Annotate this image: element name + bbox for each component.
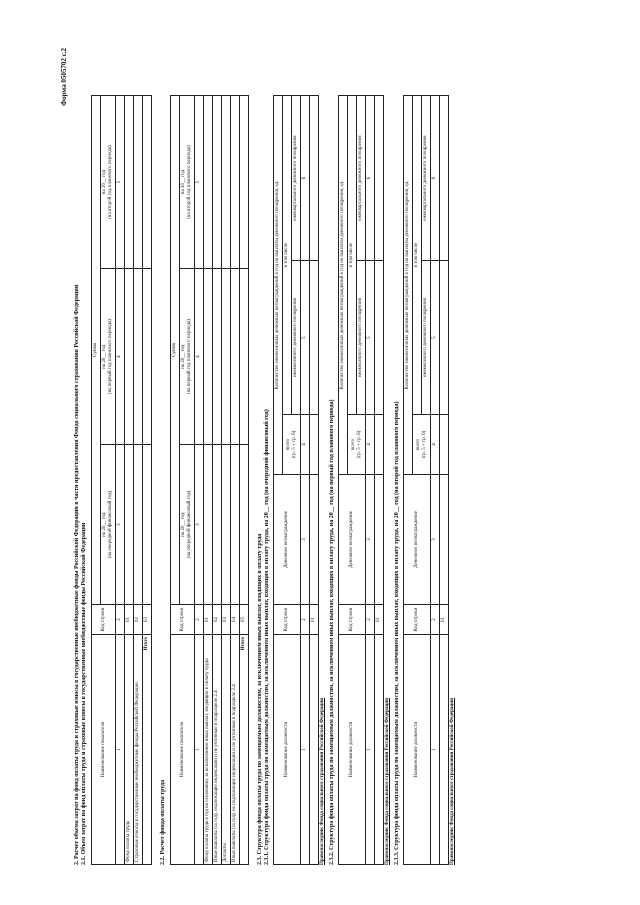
value-cell[interactable] <box>125 445 134 605</box>
value-cell[interactable] <box>213 269 222 445</box>
footnote: Правонаследник Фонда социального страхования Российской Федерации <box>385 697 390 865</box>
table-2-1 <box>91 95 152 865</box>
value-cell[interactable] <box>375 415 384 475</box>
value-cell[interactable] <box>310 475 319 605</box>
value-cell[interactable] <box>134 269 143 445</box>
value-cell[interactable] <box>231 96 240 269</box>
value-cell[interactable] <box>310 415 319 475</box>
column-numbers-row: 1 2 3 4 5 6 <box>431 96 440 865</box>
value-cell[interactable] <box>310 261 319 415</box>
footnote: Правонаследник Фонда социального страхования Российской Федерации <box>320 697 325 865</box>
value-cell[interactable] <box>375 475 384 605</box>
column-numbers-row: 1 2 3 4 5 <box>195 96 204 865</box>
col-header-name: Наименование показателя <box>92 635 116 865</box>
value-cell[interactable] <box>222 96 231 269</box>
table-row: 01 <box>375 96 384 865</box>
value-cell[interactable] <box>204 269 213 445</box>
value-cell[interactable] <box>143 269 152 445</box>
col-header-year3: на 20__ год (на второй год планового периода) <box>101 96 116 269</box>
value-cell[interactable] <box>240 96 249 269</box>
section-2-3-3-title: 2.3.3. Структура фонда оплаты труда по замещаемым должностям, за исключением иных выплат, входящих в оплату труда, на 20__ год (на второй год планового периода) <box>394 401 400 865</box>
table-row: Иные выплаты (за год), подлежащие индексации и не учтенные в подразделе 2.4 02 <box>213 96 222 865</box>
footnote: Правонаследник Фонда социального страхования Российской Федерации <box>450 697 455 865</box>
value-cell[interactable] <box>125 269 134 445</box>
table-row: Страховые взносы в государственные внебюджетные фонды Российской Федерации 02 <box>134 96 143 865</box>
value-cell[interactable] <box>375 261 384 415</box>
value-cell[interactable] <box>213 445 222 605</box>
value-cell[interactable] <box>143 96 152 269</box>
value-cell[interactable] <box>222 445 231 605</box>
value-cell[interactable] <box>204 445 213 605</box>
value-cell[interactable] <box>213 96 222 269</box>
col-header-year1: на 20__ год (на очередной финансовый год) <box>101 445 116 605</box>
col-header-sum: Сумма <box>92 96 101 605</box>
value-cell[interactable] <box>240 445 249 605</box>
value-cell[interactable] <box>375 96 384 261</box>
value-cell[interactable] <box>231 445 240 605</box>
value-cell[interactable] <box>134 96 143 269</box>
table-row: Иные выплаты (за год), не подлежащие индексации и не учтенные в подразделе 2.4 04 <box>231 96 240 865</box>
section-2-title: 2. Расчет объема затрат на фонд оплаты труда и страховые взносы в государственные внебюджетные фонды Российской Федерации в части предоставления Фонда социального страхования Российской Федерации <box>74 284 80 865</box>
value-cell[interactable] <box>440 635 449 865</box>
value-cell[interactable] <box>440 261 449 415</box>
value-cell[interactable] <box>440 475 449 605</box>
column-numbers-row: 1 2 3 4 5 6 <box>301 96 310 865</box>
value-cell[interactable] <box>375 635 384 865</box>
table-row: Фонд оплаты труда в год на основании, за исключением иных выплат, входящих в оплату труда 01 <box>204 96 213 865</box>
table-row: 01 <box>310 96 319 865</box>
table-total-row: Итого 05 <box>240 96 249 865</box>
col-header-year2: на 20__ год (на первый год планового периода) <box>101 269 116 445</box>
form-code: Форма 0505702 с.2 <box>60 48 68 106</box>
section-2-3-1-title: 2.3.1. Структура фонда оплаты труда по замещаемым должностям, за исключением иных выплат, входящих в оплату труда, на 20__ год (на очередной финансовый год) <box>264 409 270 865</box>
table-2-3-3: Наименование должности Код строки Денежное вознаграждение Количество ежемесячных денежных вознаграждений в год на выплаты денежного поощрения, ед. всего (гр. 5 + гр. 6) в том числе ежемесячного денежного поощрения ежеквартального денежного поощрения 1 2 3 4 5 6 01 <box>403 95 449 865</box>
value-cell[interactable] <box>310 635 319 865</box>
table-2-3-2: Наименование должности Код строки Денежное вознаграждение Количество ежемесячных денежных вознаграждений в год на выплаты денежного поощрения, ед. всего (гр. 5 + гр. 6) в том числе ежемесячного денежного поощрения ежеквартального денежного поощрения 1 2 3 4 5 6 01 <box>338 95 384 865</box>
table-total-row: Итого 03 <box>143 96 152 865</box>
value-cell[interactable] <box>143 445 152 605</box>
column-numbers-row: 1 2 3 4 5 6 <box>366 96 375 865</box>
col-header-code: Код строки <box>92 605 116 635</box>
section-2-3-2-title: 2.3.2. Структура фонда оплаты труда по замещаемым должностям, за исключением иных выплат, входящих в оплату труда, на 20__ год (на первый год планового периода) <box>329 399 335 865</box>
section-2-1-title: 2.1. Объем затрат на фонд оплаты труда и страховые взносы в государственные внебюджетные фонды Российской Федерации <box>81 522 87 865</box>
rotated-form <box>60 40 580 865</box>
value-cell[interactable] <box>440 96 449 261</box>
section-2-2-title: 2.2. Расчет фонда оплаты труда <box>160 779 166 865</box>
table-row: Доплаты 03 <box>222 96 231 865</box>
value-cell[interactable] <box>134 445 143 605</box>
value-cell[interactable] <box>204 96 213 269</box>
value-cell[interactable] <box>310 96 319 261</box>
table-row: 01 <box>440 96 449 865</box>
column-numbers-row: 1 2 3 4 5 <box>116 96 125 865</box>
section-2-3-title: 2.3. Структура фонда оплаты труда по замещаемым должностям, за исключением иных выплат, входящих в оплату труда <box>257 533 263 865</box>
value-cell[interactable] <box>125 96 134 269</box>
table-2-3-1: Наименование должности Код строки Денежное вознаграждение Количество ежемесячных денежных вознаграждений в год на выплаты денежного поощрения, ед. всего (гр. 5 + гр. 6) в том числе ежемесячного денежного поощрения ежеквартального денежного поощрения 1 2 3 4 5 6 01 <box>273 95 319 865</box>
value-cell[interactable] <box>222 269 231 445</box>
table-row: Фонд оплаты труда 01 <box>125 96 134 865</box>
table-2-2: Наименование показателя Код строки Сумма на 20__ год (на очередной финансовый год) на 20__ год (на первый год планового периода) на 20__ год (на второй год планового периода) 1 2 3 4 5 Фонд оплаты труда в год на основании, за исключением иных выплат, входящих в оплату труда 01 Иные выплаты (за год), подлежащие индексации и не учтенные в подразделе 2.4 02 Доплаты 03 Иные выплаты (за год), не подлежащие индексации и не учтенные в подразделе 2.4 04 Итого 05 <box>170 95 249 865</box>
value-cell[interactable] <box>440 415 449 475</box>
value-cell[interactable] <box>240 269 249 445</box>
value-cell[interactable] <box>231 269 240 445</box>
